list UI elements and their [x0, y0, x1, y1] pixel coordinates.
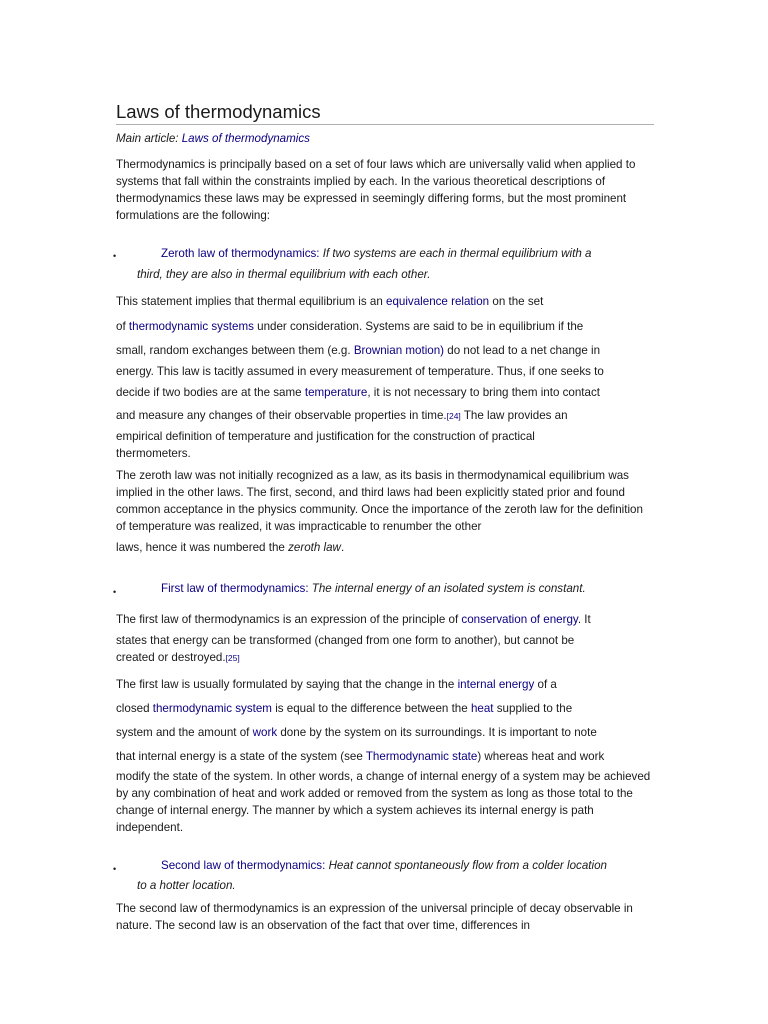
intro-paragraph: Thermodynamics is principally based on a set of four laws which are universally valid when applied to systems that fall within the constraints implied by each. In the various theoretical descriptions of thermodynamics these laws may be expressed in seemingly differing forms, but the most prominent formulations are the following: — [116, 158, 636, 222]
first-p1-line2: states that energy can be transformed (changed from one form to another), but cannot be — [116, 634, 575, 647]
text-run: on the set — [492, 295, 544, 308]
zeroth-p1-line8: thermometers. — [116, 447, 191, 460]
second-law-link[interactable]: Second law of thermodynamics: — [161, 859, 326, 872]
text-run: closed — [116, 702, 150, 715]
first-p1-line3 — [116, 649, 240, 667]
text-run: The law provides an — [463, 409, 568, 422]
first-p2-line3 — [116, 724, 597, 741]
second-law-item — [161, 857, 607, 874]
text-run: done by the system on its surroundings. It is important to note — [280, 726, 597, 739]
text-run: under consideration. Systems are said to be in equilibrium if the — [257, 320, 584, 333]
zeroth-law-link[interactable]: Zeroth law of thermodynamics: — [161, 247, 320, 260]
second-law-statement-cont: to a hotter location. — [137, 879, 236, 892]
brownian-motion-link[interactable]: Brownian motion) — [353, 344, 445, 357]
conservation-of-energy-link[interactable]: conservation of energy — [461, 613, 578, 626]
text-run: supplied to the — [496, 702, 573, 715]
first-law-link[interactable]: First law of thermodynamics: — [161, 582, 309, 595]
thermodynamic-state-link[interactable]: Thermodynamic state — [365, 750, 478, 763]
text-run: This statement implies that thermal equilibrium is an — [116, 295, 383, 308]
text-run: . — [340, 541, 345, 554]
first-law-statement: The internal energy of an isolated system is constant. — [311, 582, 586, 595]
text-run: and measure any changes of their observable properties in time. — [116, 409, 447, 422]
internal-energy-link[interactable]: internal energy — [457, 678, 535, 691]
bullet-icon: • — [113, 864, 117, 874]
first-p2-rest: modify the state of the system. In other words, a change of internal energy of a system may be achieved by any combination of heat and work added or removed from the system as long as those total to the change of internal energy. The manner by which a system achieves its internal energy is path independent. — [116, 770, 651, 834]
work-link[interactable]: work — [252, 726, 278, 739]
zeroth-p1-line7: empirical definition of temperature and justification for the construction of practical — [116, 430, 535, 443]
heading-rule — [116, 124, 654, 125]
text-run: of a — [537, 678, 557, 691]
bullet-icon: • — [113, 587, 117, 597]
section-heading: Laws of thermodynamics — [116, 101, 321, 122]
zeroth-p1-line6 — [116, 407, 568, 425]
first-law-item — [161, 580, 586, 597]
first-p2-line2 — [116, 700, 572, 717]
zeroth-p1-line4: energy. This law is tacitly assumed in every measurement of temperature. Thus, if one seeks to — [116, 365, 604, 378]
zeroth-paragraph-2: The zeroth law was not initially recognized as a law, as its basis in thermodynamical equilibrium was implied in the other laws. The first, second, and third laws had been explicitly stated prior and found common acceptance in the physics community. Once the importance of the zeroth law for the definition of temperature was realized, it was impracticable to renumber the other — [116, 469, 643, 533]
text-run: . It — [577, 613, 591, 626]
thermodynamic-systems-link[interactable]: thermodynamic systems — [128, 320, 254, 333]
text-run: decide if two bodies are at the same — [116, 386, 302, 399]
bullet-icon: • — [113, 251, 117, 261]
zeroth-law-statement: If two systems are each in thermal equilibrium with a — [322, 247, 592, 260]
first-p2-line1 — [116, 676, 557, 693]
text-run: laws, hence it was numbered the — [116, 541, 285, 554]
text-run: small, random exchanges between them (e.g. — [116, 344, 351, 357]
main-article-note — [116, 130, 310, 147]
first-p2-line4 — [116, 748, 604, 765]
text-run: ) whereas heat and work — [477, 750, 605, 763]
zeroth-p2-last-line — [116, 539, 344, 556]
thermodynamic-system-link[interactable]: thermodynamic system — [152, 702, 272, 715]
text-run: system and the amount of — [116, 726, 250, 739]
reference-24-link[interactable]: [24] — [446, 411, 461, 421]
zeroth-law-item — [161, 245, 591, 262]
zeroth-law-italic: zeroth law — [288, 541, 341, 554]
text-run: do not lead to a net change in — [447, 344, 601, 357]
text-run: that internal energy is a state of the system (see — [116, 750, 363, 763]
text-run: created or destroyed. — [116, 651, 226, 664]
temperature-link[interactable]: temperature — [304, 386, 368, 399]
heat-link[interactable]: heat — [470, 702, 494, 715]
equivalence-relation-link[interactable]: equivalence relation — [386, 295, 490, 308]
text-run: is equal to the difference between the — [275, 702, 468, 715]
second-law-statement: Heat cannot spontaneously flow from a colder location — [328, 859, 607, 872]
zeroth-p1-line3 — [116, 342, 600, 359]
zeroth-law-statement-cont: third, they are also in thermal equilibrium with each other. — [137, 268, 431, 281]
zeroth-p1-line5 — [116, 384, 600, 401]
text-run: The first law is usually formulated by saying that the change in the — [116, 678, 455, 691]
zeroth-p1-line2 — [116, 318, 583, 335]
text-run: The first law of thermodynamics is an expression of the principle of — [116, 613, 459, 626]
text-run: of — [116, 320, 126, 333]
second-paragraph-1: The second law of thermodynamics is an expression of the universal principle of decay observable in nature. The second law is an observation of the fact that over time, differences in — [116, 902, 633, 932]
text-run: , it is not necessary to bring them into contact — [367, 386, 600, 399]
main-article-link[interactable]: Laws of thermodynamics — [181, 132, 310, 145]
reference-25-link[interactable]: [25] — [225, 653, 240, 663]
main-article-prefix: Main article: — [116, 132, 179, 145]
zeroth-p1-line1 — [116, 293, 543, 310]
first-p1-line1 — [116, 611, 591, 628]
